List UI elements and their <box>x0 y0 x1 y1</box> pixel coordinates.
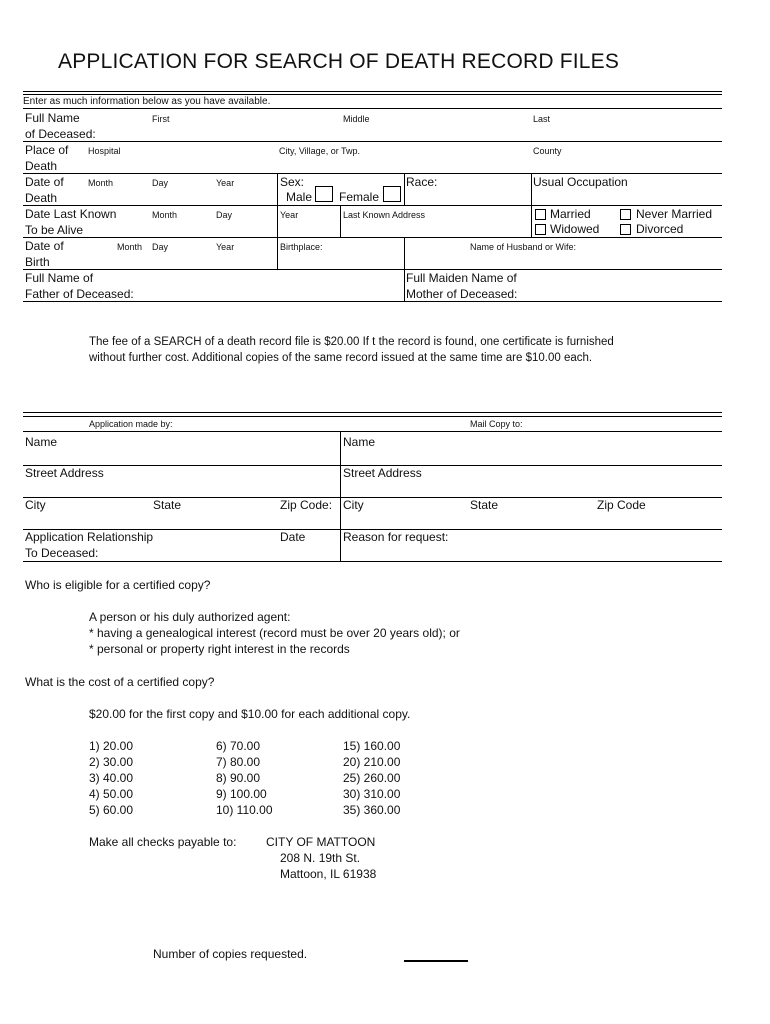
rule <box>23 141 722 142</box>
middle-name-label: Middle <box>343 114 370 124</box>
cost-answer: $20.00 for the first copy and $10.00 for each additional copy. <box>89 707 411 721</box>
application-made-by-label: Application made by: <box>89 419 173 429</box>
last-known-alive-label-2: To be Alive <box>25 223 84 237</box>
mail-state-label: State <box>470 498 499 512</box>
father-name-label-2: Father of Deceased: <box>25 287 134 301</box>
price-item: 5) 60.00 <box>89 803 134 817</box>
day-label: Day <box>216 210 233 220</box>
rule <box>23 561 722 562</box>
birthplace-label: Birthplace: <box>280 242 323 252</box>
female-label: Female <box>339 190 380 204</box>
price-item: 9) 100.00 <box>216 787 267 801</box>
price-item: 25) 260.00 <box>343 771 401 785</box>
county-label: County <box>533 146 562 156</box>
payee-city: Mattoon, IL 61938 <box>280 867 377 881</box>
full-name-label-2: of Deceased: <box>25 127 96 141</box>
full-name-label: Full Name <box>25 111 80 125</box>
price-item: 35) 360.00 <box>343 803 401 817</box>
day-label: Day <box>152 242 169 252</box>
rule <box>23 205 722 206</box>
divider <box>404 173 405 205</box>
date-label: Date <box>280 530 306 544</box>
rule <box>23 237 722 238</box>
applicant-street-label: Street Address <box>25 466 104 480</box>
reason-label: Reason for request: <box>343 530 449 544</box>
never-married-label: Never Married <box>636 207 713 221</box>
day-label: Day <box>152 178 169 188</box>
race-label: Race: <box>406 175 438 189</box>
mail-name-label: Name <box>343 435 376 449</box>
hospital-label: Hospital <box>88 146 121 156</box>
rule <box>23 269 722 270</box>
rule <box>23 412 722 413</box>
year-label: Year <box>216 178 235 188</box>
date-of-birth-label: Date of <box>25 239 64 253</box>
rule <box>23 431 722 432</box>
divorced-checkbox[interactable] <box>620 224 631 235</box>
applicant-city-label: City <box>25 498 46 512</box>
widowed-checkbox[interactable] <box>535 224 546 235</box>
date-of-death-label: Date of <box>25 175 64 189</box>
mother-name-label: Full Maiden Name of <box>406 271 517 285</box>
applicant-name-label: Name <box>25 435 58 449</box>
male-label: Male <box>286 190 313 204</box>
price-item: 20) 210.00 <box>343 755 401 769</box>
occupation-label: Usual Occupation <box>533 175 628 189</box>
mother-name-label-2: Mother of Deceased: <box>406 287 518 301</box>
never-married-checkbox[interactable] <box>620 209 631 220</box>
month-label: Month <box>152 210 178 220</box>
married-label: Married <box>550 207 591 221</box>
price-item: 7) 80.00 <box>216 755 261 769</box>
first-name-label: First <box>152 114 170 124</box>
married-checkbox[interactable] <box>535 209 546 220</box>
month-label: Month <box>117 242 143 252</box>
fee-text: The fee of a SEARCH of a death record file is $20.00 If t the record is found, one certificate is furnished <box>89 336 614 348</box>
intro-text: Enter as much information below as you have available. <box>23 96 271 107</box>
divider <box>277 173 278 269</box>
widowed-label: Widowed <box>550 222 600 236</box>
mail-city-label: City <box>343 498 364 512</box>
price-item: 3) 40.00 <box>89 771 134 785</box>
eligibility-answer-3: * personal or property right interest in the records <box>89 642 350 656</box>
relationship-label: Application Relationship <box>25 530 154 544</box>
rule <box>23 91 722 92</box>
sex-label: Sex: <box>280 175 305 189</box>
spouse-name-label: Name of Husband or Wife: <box>470 242 577 252</box>
divider <box>531 173 532 237</box>
place-of-death-label: Place of <box>25 143 69 157</box>
relationship-label-2: To Deceased: <box>25 546 99 560</box>
price-item: 15) 160.00 <box>343 739 401 753</box>
price-item: 1) 20.00 <box>89 739 134 753</box>
last-known-alive-label: Date Last Known <box>25 207 117 221</box>
date-of-death-label-2: Death <box>25 191 58 205</box>
price-item: 6) 70.00 <box>216 739 261 753</box>
year-label: Year <box>216 242 235 252</box>
rule <box>23 94 722 95</box>
payee-name: CITY OF MATTOON <box>266 835 376 849</box>
rule <box>23 108 722 109</box>
city-label: City, Village, or Twp. <box>279 146 361 156</box>
female-checkbox[interactable] <box>383 186 401 202</box>
place-of-death-label-2: Death <box>25 159 58 173</box>
price-item: 8) 90.00 <box>216 771 261 785</box>
fee-text-2: without further cost. Additional copies of the same record issued at the same time are $10.00 each. <box>89 352 593 364</box>
divider <box>340 205 341 237</box>
date-of-birth-label-2: Birth <box>25 255 50 269</box>
last-name-label: Last <box>533 114 551 124</box>
eligibility-answer-2: * having a genealogical interest (record must be over 20 years old); or <box>89 626 460 640</box>
divorced-label: Divorced <box>636 222 684 236</box>
eligibility-question: Who is eligible for a certified copy? <box>25 578 211 592</box>
price-item: 4) 50.00 <box>89 787 134 801</box>
copies-requested-field[interactable] <box>404 960 468 962</box>
page-title: APPLICATION FOR SEARCH OF DEATH RECORD FILES <box>58 50 620 73</box>
copies-requested-label: Number of copies requested. <box>153 947 308 961</box>
rule <box>23 416 722 417</box>
eligibility-answer: A person or his duly authorized agent: <box>89 610 291 624</box>
year-label: Year <box>280 210 299 220</box>
divider <box>340 431 341 561</box>
mail-copy-to-label: Mail Copy to: <box>470 419 523 429</box>
month-label: Month <box>88 178 114 188</box>
price-item: 10) 110.00 <box>216 803 273 817</box>
last-address-label: Last Known Address <box>343 210 426 220</box>
payee-street: 208 N. 19th St. <box>280 851 361 865</box>
mail-zip-label: Zip Code <box>597 498 646 512</box>
father-name-label: Full Name of <box>25 271 94 285</box>
price-item: 30) 310.00 <box>343 787 401 801</box>
payable-label: Make all checks payable to: <box>89 835 237 849</box>
applicant-state-label: State <box>153 498 182 512</box>
cost-question: What is the cost of a certified copy? <box>25 675 215 689</box>
divider <box>404 237 405 301</box>
mail-street-label: Street Address <box>343 466 422 480</box>
price-item: 2) 30.00 <box>89 755 134 769</box>
applicant-zip-label: Zip Code: <box>280 498 333 512</box>
male-checkbox[interactable] <box>315 186 333 202</box>
